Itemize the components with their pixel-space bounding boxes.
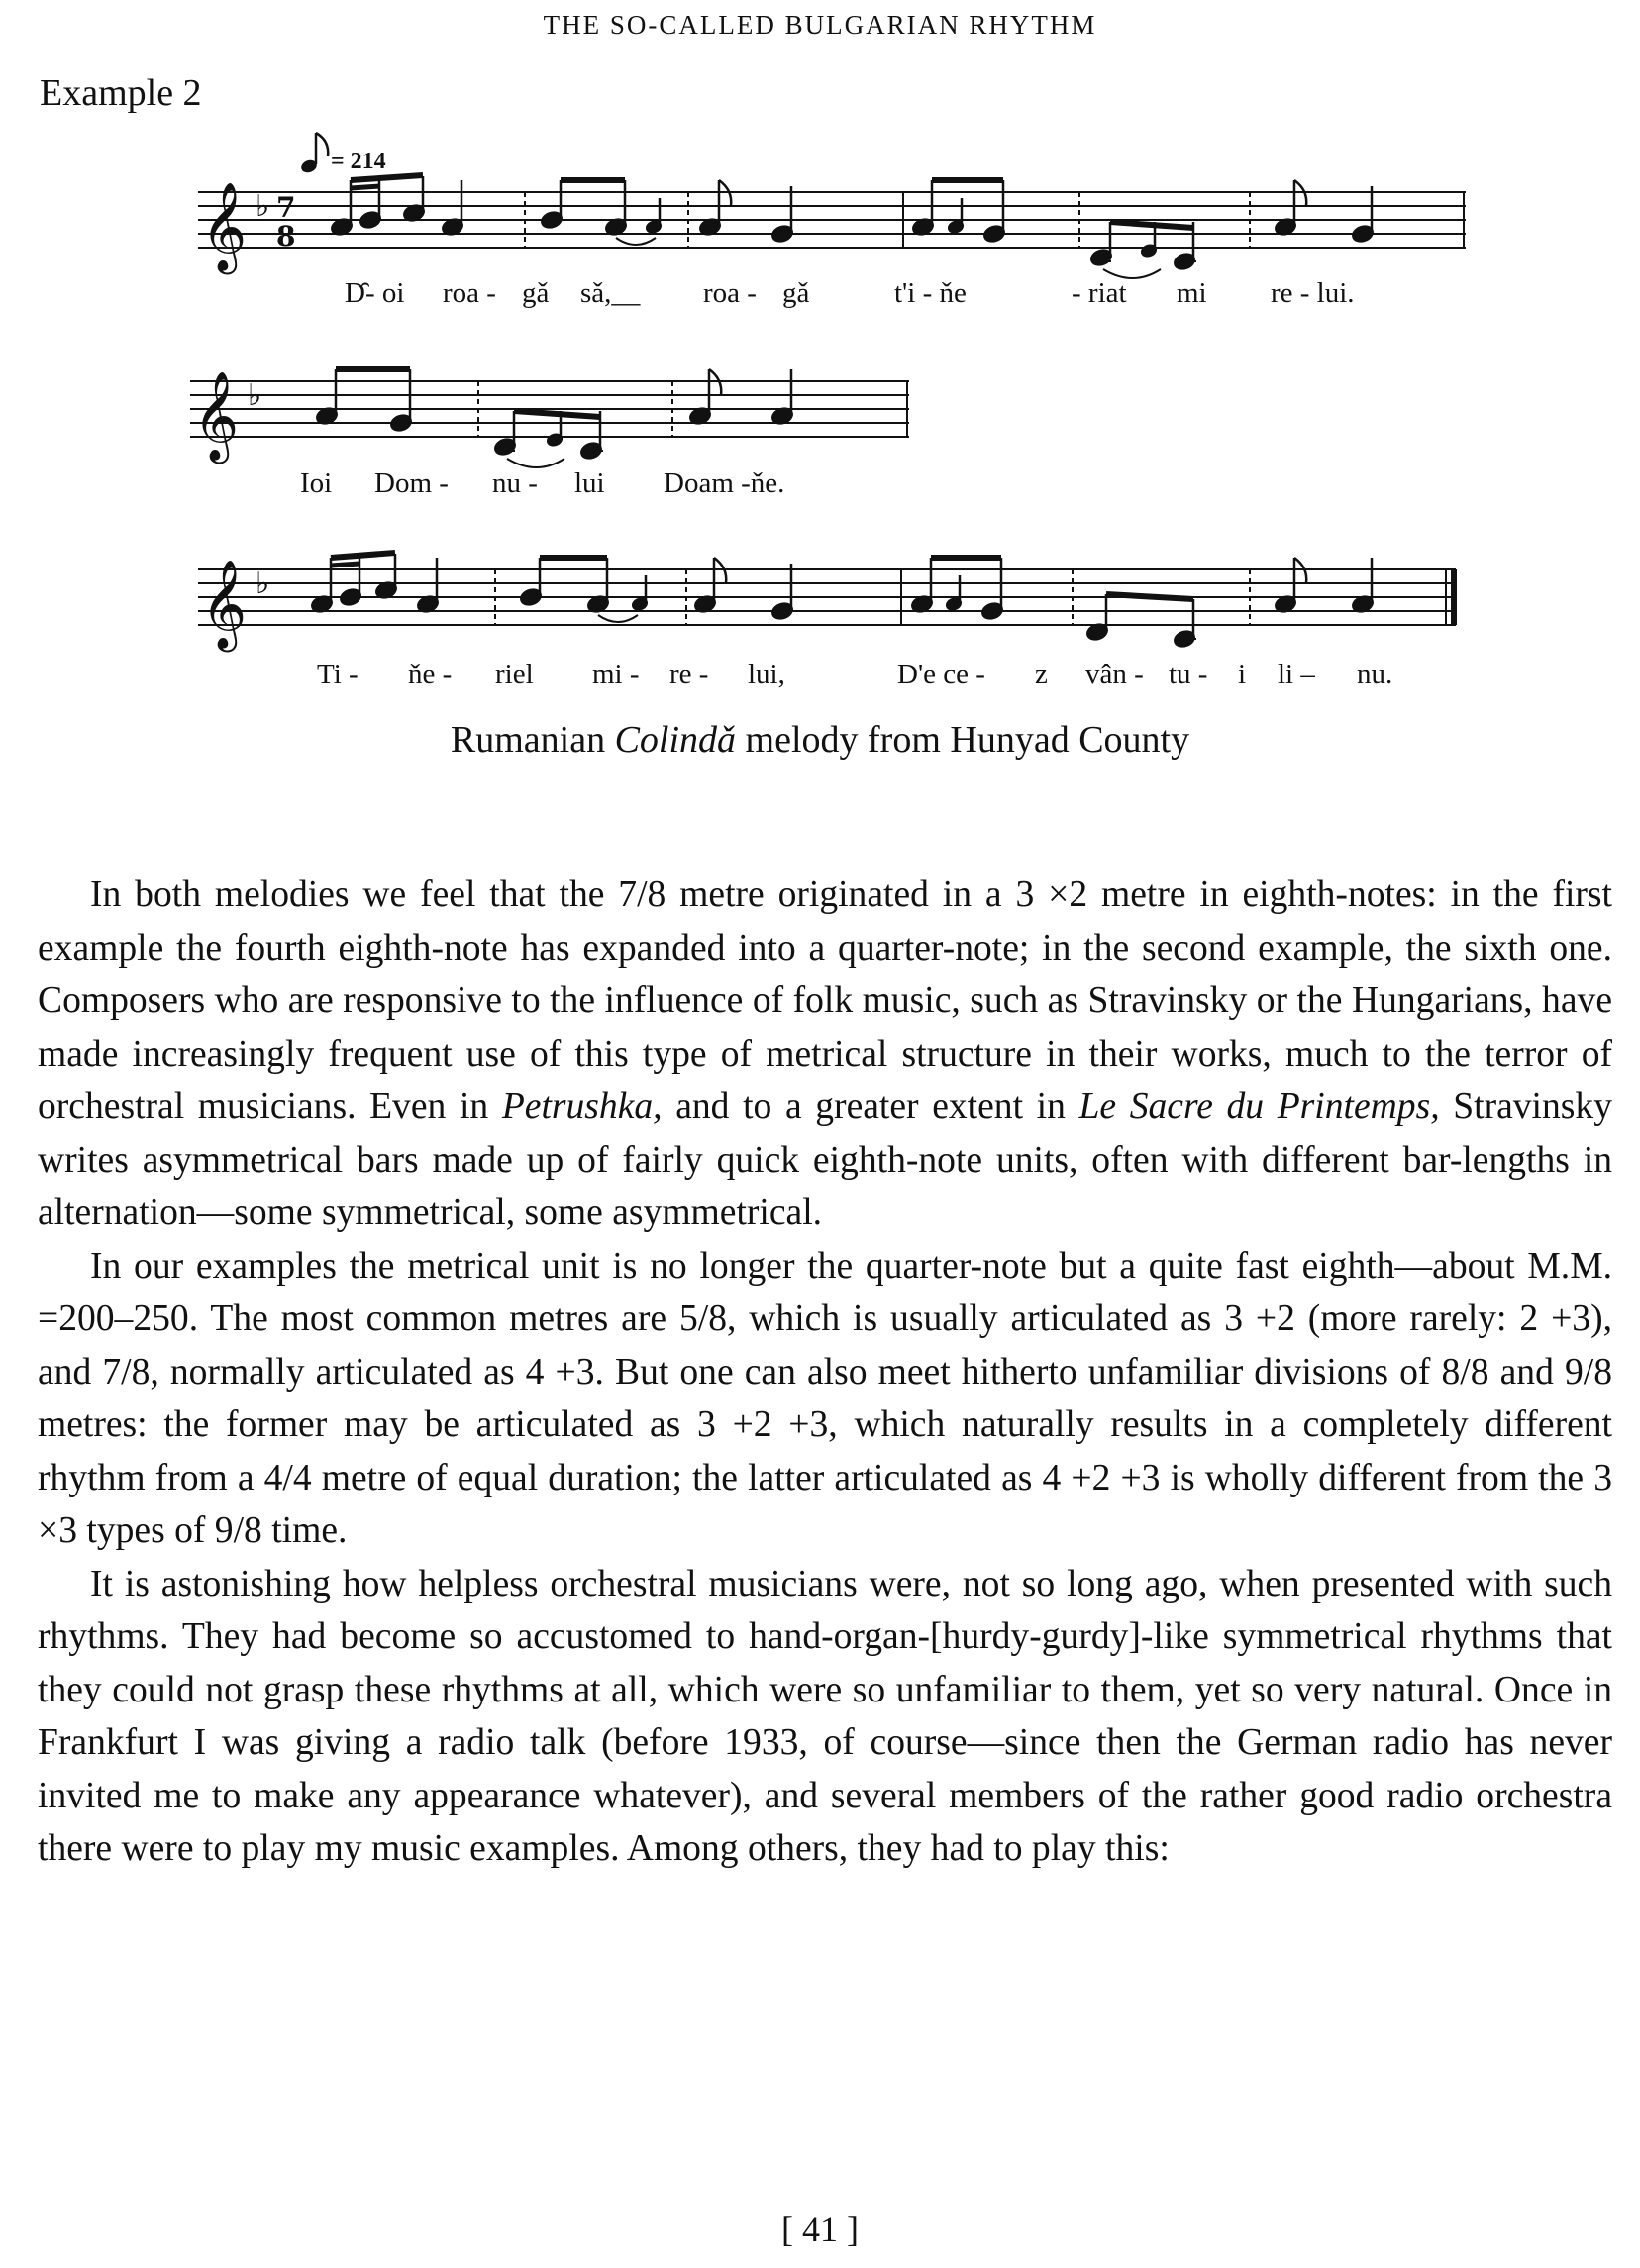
example-label: Example 2 xyxy=(40,72,202,114)
lyric-syllable: Ioi xyxy=(300,467,333,499)
staff-line-3 xyxy=(0,540,1640,713)
flat-icon: ♭ xyxy=(248,378,262,413)
time-signature-denominator: 8 xyxy=(276,220,296,253)
lyric-syllable: riel xyxy=(495,659,534,690)
lyric-syllable: Ti - xyxy=(317,659,359,690)
eighth-note-icon xyxy=(299,133,328,174)
lyric-syllable: re - xyxy=(669,659,709,690)
lyric-syllable: - riat xyxy=(1072,277,1127,309)
lyric-syllable: ňe - xyxy=(408,659,453,690)
lyrics-line-1 xyxy=(345,277,1355,309)
tempo-marking: = 214 xyxy=(331,149,386,174)
lyric-syllable: tu - xyxy=(1169,659,1208,690)
notes-group xyxy=(315,369,794,467)
italic-title: Petrushka, xyxy=(501,1086,663,1127)
running-head: THE SO-CALLED BULGARIAN RHYTHM xyxy=(543,10,1097,40)
lyrics-line-3 xyxy=(317,659,1392,690)
text-run: and to a greater extent in xyxy=(662,1086,1079,1127)
caption-italic: Colindǎ xyxy=(614,719,737,761)
caption-suffix: melody from Hunyad County xyxy=(736,719,1190,761)
lyric-syllable: D̑- oi xyxy=(345,277,405,309)
notes-group xyxy=(310,553,1375,649)
flat-icon: ♭ xyxy=(256,567,270,601)
lyric-syllable: gǎ xyxy=(782,277,810,309)
paragraph-2 xyxy=(38,1240,1612,1558)
staff-lines xyxy=(190,381,909,437)
lyric-syllable: D'e ce - xyxy=(897,659,985,690)
lyric-syllable: re - lui. xyxy=(1271,277,1355,309)
time-signature-numerator: 7 xyxy=(276,191,296,224)
text-run: In both melodies we feel that the 7/8 metre originated in a 3 ×2 metre in eighth-notes: in the first example the fourth eighth-note has expanded into a quarter-note; in the second example, the sixth one. Composers who are responsive to the influence of folk music, such as Stravinsky or the Hungarians, have made increasingly frequent use of this type of metrical structure in their works, much to the terror of orchestral musicians. Even in xyxy=(38,875,1612,1127)
paragraph-1 xyxy=(38,869,1612,1240)
caption-prefix: Rumanian xyxy=(450,719,615,761)
lyric-syllable: lui xyxy=(574,467,605,499)
treble-clef-icon: 𝄞 xyxy=(201,560,248,649)
body-text xyxy=(38,869,1612,1876)
page-number: [ 41 ] xyxy=(781,2210,859,2249)
treble-clef-icon: 𝄞 xyxy=(201,182,248,271)
text-run: It is astonishing how helpless orchestral musicians were, not so long ago, when presented with such rhythms. They had become so accustomed to hand-organ-[hurdy-gurdy]-like symmetrical rhythms that they could not grasp these rhythms at all, which were so unfamiliar to them, yet so very natural. Once in Frankfurt I was giving a radio talk (before 1933, of course—since then the German radio has never invited me to make any appearance whatever), and several members of the rather good radio orchestra there were to play my music examples. Among others, they had to play this: xyxy=(38,1563,1612,1869)
staff-lines xyxy=(198,192,1466,248)
lyric-syllable: Doam -ňe. xyxy=(664,467,785,499)
treble-clef-icon: 𝄞 xyxy=(193,371,240,461)
flat-icon: ♭ xyxy=(256,189,270,224)
italic-title: Le Sacre du Printemps, xyxy=(1078,1086,1440,1127)
lyric-syllable: nu - xyxy=(492,467,538,499)
lyric-syllable: mi xyxy=(1177,277,1207,309)
lyric-syllable: roa - xyxy=(703,277,757,309)
lyric-syllable: vân - xyxy=(1085,659,1144,690)
example-caption xyxy=(0,718,1640,762)
lyric-syllable: mi - xyxy=(592,659,640,690)
text-run: In our examples the metrical unit is no longer the quarter-note but a quite fast eighth—about M.M. =200–250. The most common metres are 5/8, which is usually articulated as 3 +2 (more rarely: 2 +3), and 7/8, normally articulated as 4 +3. But one can also meet hitherto unfamiliar divisions of 8/8 and 9/8 metres: the former may be articulated as 3 +2 +3, which naturally results in a completely different rhythm from a 4/4 metre of equal duration; the latter articulated as 4 +2 +3 is wholly different from the 3 ×3 types of 9/8 time. xyxy=(38,1245,1612,1551)
lyric-syllable: Dom - xyxy=(374,467,449,499)
lyric-syllable: sǎ,__ xyxy=(580,277,641,309)
lyric-syllable: i xyxy=(1238,659,1247,690)
notes-group xyxy=(330,175,1375,278)
text-run: Stravinsky writes asymmetrical bars made up of fairly quick eighth-note units, often with different bar-lengths in alternation—some symmetrical, some asymmetrical. xyxy=(38,1086,1612,1233)
staff-line-1 xyxy=(0,119,1640,347)
staff-line-2 xyxy=(0,352,1640,520)
lyrics-line-2 xyxy=(300,467,784,499)
lyric-syllable: roa - xyxy=(443,277,496,309)
lyric-syllable: lui, xyxy=(748,659,785,690)
lyric-syllable: gǎ xyxy=(522,277,550,309)
lyric-syllable: t'i - ňe xyxy=(894,277,967,309)
lyric-syllable: li – xyxy=(1278,659,1315,690)
lyric-syllable: z xyxy=(1035,659,1048,690)
paragraph-3 xyxy=(38,1558,1612,1876)
lyric-syllable: nu. xyxy=(1357,659,1393,690)
